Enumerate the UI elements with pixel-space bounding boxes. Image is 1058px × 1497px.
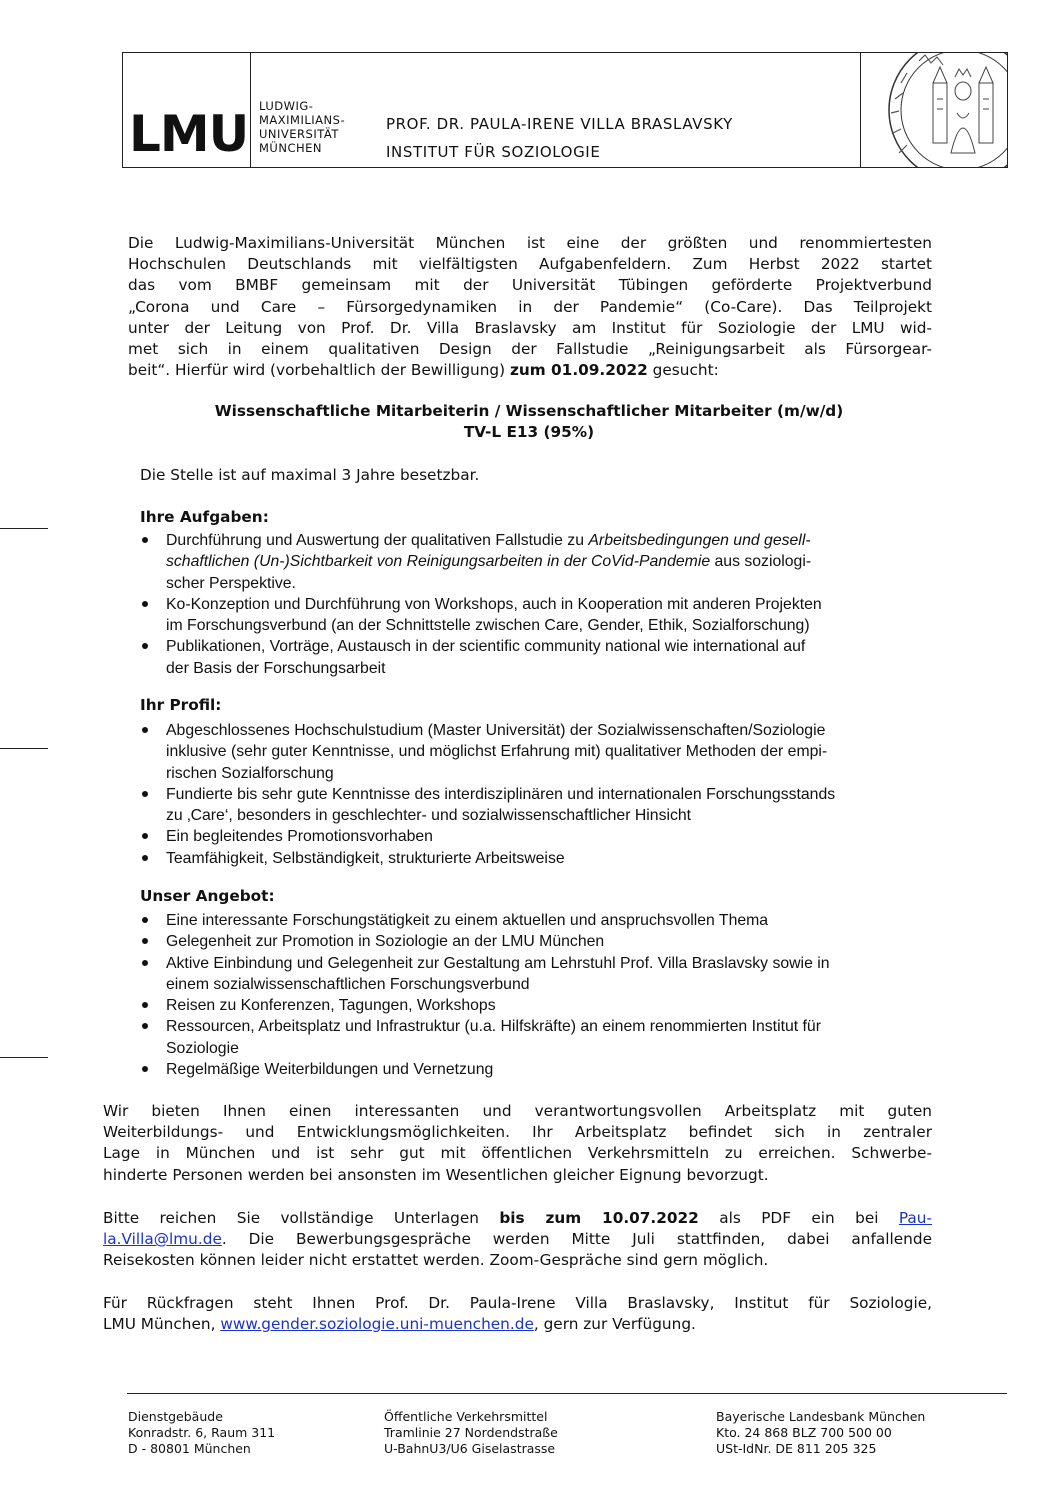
intro-line: das vom BMBF gemeinsam mit der Universität Tübingen geförderte Projektverbund <box>128 276 932 295</box>
list-item <box>140 784 940 827</box>
list-item <box>140 636 940 679</box>
item-text: einem sozialwissenschaftlichen Forschungsverbund <box>166 975 530 993</box>
footer-line: Dienstgebäude <box>128 1409 223 1424</box>
bullet-icon <box>142 791 148 797</box>
apply-line: Reisekosten können leider nicht erstattet werden. Zoom-Gespräche sind gern möglich. <box>103 1251 769 1270</box>
apply-line <box>103 1229 932 1250</box>
tasks-list <box>140 530 940 679</box>
offer-line: Wir bieten Ihnen einen interessanten und verantwortungsvollen Arbeitsplatz mit guten <box>103 1102 932 1120</box>
offer-line: hinderte Personen werden bei ansonsten im Wesentlichen gleicher Eignung bevorzugt. <box>103 1165 769 1184</box>
profile-list <box>140 720 940 869</box>
footer-address <box>128 1409 275 1457</box>
university-name-box <box>250 52 382 168</box>
list-item <box>140 720 940 784</box>
intro-line: met sich in einem qualitativen Design der Fallstudie „Reinigungsarbeit als Fürsorgear- <box>128 340 932 359</box>
footer-line: USt-IdNr. DE 811 205 325 <box>716 1441 877 1456</box>
list-item <box>140 594 940 637</box>
bullet-icon <box>142 1002 148 1008</box>
contact-line: Für Rückfragen steht Ihnen Prof. Dr. Paula-Irene Villa Braslavsky, Institut für Soziologie, <box>103 1294 932 1312</box>
item-text: im Forschungsverbund (an der Schnittstelle zwischen Care, Gender, Ethik, Sozialforschung) <box>166 617 810 635</box>
item-text: Ein begleitendes Promotionsvorhaben <box>166 828 433 846</box>
footer-line: Tramlinie 27 Nordendstraße <box>384 1425 558 1440</box>
university-name-line: MÜNCHEN <box>259 141 322 155</box>
professor-name: PROF. DR. PAULA-IRENE VILLA BRASLAVSKY <box>386 115 733 133</box>
intro-line: „Corona und Care – Fürsorgedynamiken in der Pandemie“ (Co-Care). Das Teilprojekt <box>128 297 932 316</box>
apply-text: . Die Bewerbungsgespräche werden Mitte Juli stattfinden, dabei anfallende <box>221 1230 932 1249</box>
bullet-icon <box>142 917 148 923</box>
item-text: Eine interessante Forschungstätigkeit zu einem aktuellen und anspruchsvollen Thema <box>166 912 769 929</box>
item-text: aus soziologi- <box>710 553 812 571</box>
footer-transport <box>384 1409 558 1457</box>
contact-line <box>103 1314 932 1335</box>
item-text: Abgeschlossenes Hochschulstudium (Master Universität) der Sozialwissenschaften/Soziologie <box>166 722 826 739</box>
item-text: Regelmäßige Weiterbildungen und Vernetzung <box>166 1061 494 1079</box>
university-name-line: UNIVERSITÄT <box>259 127 339 141</box>
bullet-icon <box>142 643 148 649</box>
email-link[interactable]: Pau- <box>898 1209 933 1227</box>
list-item <box>140 931 940 952</box>
item-text: Teamfähigkeit, Selbständigkeit, strukturierte Arbeitsweise <box>166 849 565 867</box>
item-text: Durchführung und Auswertung der qualitativen Fallstudie zu <box>166 532 589 549</box>
institute-name: INSTITUT FÜR SOZIOLOGIE <box>386 143 601 161</box>
bullet-icon <box>142 938 148 944</box>
footer-line: D - 80801 München <box>128 1441 251 1456</box>
position-title: Wissenschaftliche Mitarbeiterin / Wissenschaftlicher Mitarbeiter (m/w/d) <box>214 402 844 420</box>
bullet-icon <box>142 1023 148 1029</box>
offer-list <box>140 910 940 1080</box>
profile-heading: Ihr Profil: <box>140 696 222 714</box>
logo-text: LMU <box>129 105 249 163</box>
university-seal-icon <box>861 53 1007 167</box>
bullet-icon <box>142 1066 148 1072</box>
list-item <box>140 995 940 1016</box>
bullet-icon <box>142 727 148 733</box>
apply-line <box>103 1208 932 1229</box>
list-item <box>140 848 940 869</box>
tasks-heading: Ihre Aufgaben: <box>140 508 269 526</box>
intro-line: Hochschulen Deutschlands mit vielfältigsten Aufgabenfeldern. Zum Herbst 2022 startet <box>128 255 932 274</box>
intro-paragraph <box>128 233 932 381</box>
offer-line: Weiterbildungs- und Entwicklungsmöglichkeiten. Ihr Arbeitsplatz befindet sich in zentraler <box>103 1123 932 1142</box>
item-text: scher Perspektive. <box>166 574 296 592</box>
start-date: zum 01.09.2022 <box>509 361 648 380</box>
item-text: Reisen zu Konferenzen, Tagungen, Workshops <box>166 997 496 1015</box>
item-emphasis: Arbeitsbedingungen und gesell- <box>588 532 811 549</box>
contact-text: , gern zur Verfügung. <box>533 1315 696 1334</box>
apply-text: als PDF ein bei <box>698 1209 899 1227</box>
deadline: bis zum 10.07.2022 <box>499 1209 699 1227</box>
list-item <box>140 1059 940 1080</box>
item-text: Fundierte bis sehr gute Kenntnisse des interdisziplinären und internationalen Forschungsstands <box>166 785 836 803</box>
bullet-icon <box>142 537 148 543</box>
offer-line: Lage in München und ist sehr gut mit öffentlichen Verkehrsmitteln zu erreichen. Schwerbe- <box>103 1144 932 1163</box>
bullet-icon <box>142 960 148 966</box>
fold-mark <box>0 1057 48 1058</box>
item-text: Gelegenheit zur Promotion in Soziologie an der LMU München <box>166 933 605 951</box>
offer-heading: Unser Angebot: <box>140 887 275 905</box>
intro-text: gesucht: <box>647 361 719 380</box>
list-item <box>140 910 940 931</box>
footer-bank <box>716 1409 925 1457</box>
item-text: der Basis der Forschungsarbeit <box>166 659 386 677</box>
contact-text: LMU München, <box>103 1315 221 1334</box>
footer-line: U-BahnU3/U6 Giselastrasse <box>384 1441 556 1456</box>
list-item <box>140 826 940 847</box>
website-link[interactable]: www.gender.soziologie.uni-muenchen.de <box>220 1315 534 1334</box>
list-item <box>140 953 940 996</box>
item-text: rischen Sozialforschung <box>166 764 334 782</box>
item-text: zu ‚Care‘, besonders in geschlechter- und sozialwissenschaftlicher Hinsicht <box>166 807 692 825</box>
university-seal-box <box>860 52 1008 168</box>
department-box <box>380 52 861 168</box>
lmu-logo <box>122 52 252 168</box>
footer-divider <box>127 1393 1007 1394</box>
university-name-line: MAXIMILIANS- <box>259 113 346 127</box>
item-text: inklusive (sehr guter Kenntnisse, und möglichst Erfahrung mit) qualitativer Methoden der empi- <box>166 743 828 761</box>
list-item <box>140 530 940 594</box>
position-duration: Die Stelle ist auf maximal 3 Jahre besetzbar. <box>140 466 480 484</box>
bullet-icon <box>142 855 148 861</box>
email-link[interactable]: la.Villa@lmu.de <box>103 1230 222 1249</box>
item-text: Ko-Konzeption und Durchführung von Workshops, auch in Kooperation mit anderen Projekten <box>166 595 822 613</box>
fold-mark <box>0 528 48 529</box>
footer-line: Öffentliche Verkehrsmittel <box>384 1409 548 1424</box>
intro-line <box>128 360 932 381</box>
bullet-icon <box>142 833 148 839</box>
item-emphasis: schaftlichen (Un-)Sichtbarkeit von Reinigungsarbeiten in der CoVid-Pandemie <box>166 553 711 571</box>
intro-text: beit“. Hierfür wird (vorbehaltlich der Bewilligung) <box>128 361 510 380</box>
application-paragraph <box>103 1208 932 1272</box>
contact-paragraph <box>103 1293 932 1335</box>
item-text: Soziologie <box>166 1039 239 1057</box>
university-name <box>259 99 345 155</box>
footer-line: Bayerische Landesbank München <box>716 1409 926 1424</box>
university-name-line: LUDWIG- <box>259 99 314 113</box>
item-text: Aktive Einbindung und Gelegenheit zur Gestaltung am Lehrstuhl Prof. Villa Braslavsky sowie in <box>166 954 830 972</box>
apply-text: Bitte reichen Sie vollständige Unterlagen <box>103 1209 500 1227</box>
list-item <box>140 1016 940 1059</box>
item-text: Ressourcen, Arbeitsplatz und Infrastruktur (u.a. Hilfskräfte) an einem renommierten Institut für <box>166 1018 821 1036</box>
footer-line: Konradstr. 6, Raum 311 <box>128 1425 276 1440</box>
item-text: Publikationen, Vorträge, Austausch in der scientific community national wie international auf <box>166 638 806 656</box>
offer-paragraph <box>103 1101 932 1186</box>
intro-line: unter der Leitung von Prof. Dr. Villa Braslavsky am Institut für Soziologie der LMU wid- <box>128 318 932 337</box>
punch-mark <box>0 748 48 749</box>
bullet-icon <box>142 601 148 607</box>
footer-line: Kto. 24 868 BLZ 700 500 00 <box>716 1425 892 1440</box>
intro-line: Die Ludwig-Maximilians-Universität München ist eine der größten und renommiertesten <box>128 234 932 252</box>
position-grade: TV-L E13 (95%) <box>463 423 595 441</box>
